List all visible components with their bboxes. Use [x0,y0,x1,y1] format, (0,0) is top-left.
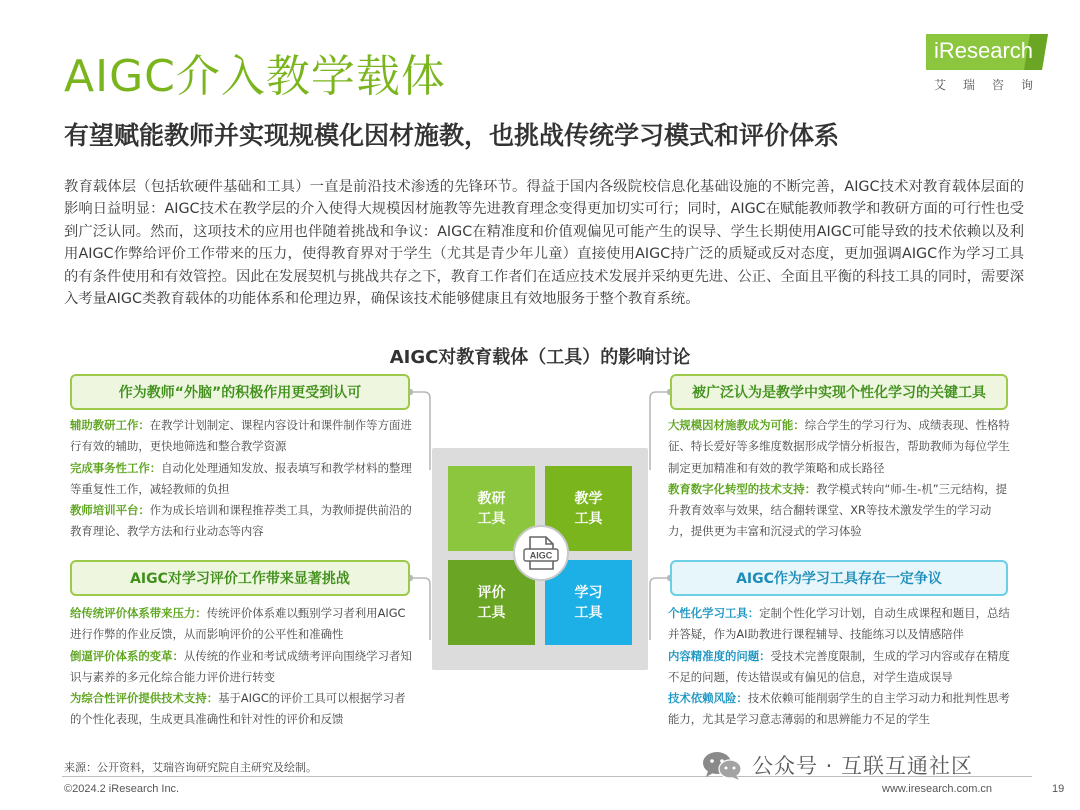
list-item: 为综合性评价提供技术支持：基于AIGC的评价工具可以根据学习者的个性化表现，生成更具准确性和针对性的评价和反馈 [70,691,406,727]
block-evaluation-tools [70,603,412,731]
quadrant-teaching-tool: 教学 工具 [545,466,632,551]
diagram-title: AIGC对教育载体（工具）的影响讨论 [389,347,691,368]
page-subtitle: 有望赋能教师并实现规模化因材施教，也挑战传统学习模式和评价体系 [64,121,840,150]
quadrant-learning-tool: 学习 工具 [545,560,632,645]
wechat-watermark [700,747,973,783]
list-item: 完成事务性工作：自动化处理通知发放、报表填写和教学材料的整理等重复性工作，减轻教师的负担 [70,460,412,496]
iresearch-logo [926,34,1051,94]
quadrant-evaluation-tool: 评价 工具 [448,560,535,645]
heading-teacher-brain: 作为教师“外脑”的积极作用更受到认可 [70,374,410,410]
logo-subtitle: 艾瑞咨询 [934,78,1051,92]
aigc-document-icon [515,527,567,579]
list-item: 倒逼评价体系的变革：从传统的作业和考试成绩考评向围绕学习者知识与素养的多元化综合能力评价进行转变 [70,648,412,684]
aigc-center-badge [513,525,569,581]
list-item: 教育数字化转型的技术支持：教学模式转向“师-生-机”三元结构，提升教育效率与效果，结合翻转课堂、XR等技术激发学生的学习动力，提供更为丰富和沉浸式的学习体验 [668,481,1007,539]
heading-learning-controversy: AIGC作为学习工具存在一定争议 [670,560,1008,596]
page-number: 19 [1052,783,1065,795]
list-item: 辅助教研工作：在教学计划制定、课程内容设计和课件制作等方面进行有效的辅助，更快地筛选和整合教学资源 [70,418,412,454]
block-learning-tools [668,603,1012,731]
page-title: AIGC介入教学载体 [64,51,446,102]
heading-personalized-learning: 被广泛认为是教学中实现个性化学习的关键工具 [670,374,1008,410]
wechat-icon [700,749,744,781]
intro-paragraph: 教育载体层（包括软硬件基础和工具）一直是前沿技术渗透的先锋环节。得益于国内各级院校信息化基础设施的不断完善，AIGC技术对教育载体层面的影响日益明显：AIGC技术在教学层的介入使得大规模因材施教等先进教育理念变得更加切实可行；同时，AIGC在赋能教师教学和教研方面的可行性也受到广泛认同。然而，这项技术的应用也伴随着挑战和争议：AIGC在精准度和价值观偏见可能产生的误导、学生长期使用AIGC可能导致的技术依赖以及利用AIGC作弊给评价工作带来的压力，使得教育界对于学生（尤其是青少年儿童）直接使用AIGC持广泛的质疑或反对态度，更加强调AIGC作为学习工具的有条件使用和有效管控。因此在发展契机与挑战共存之下，教育工作者们在适应技术发展并采纳更先进、公正、全面且平衡的科技工具的同时，需要深入考量AIGC类教育载体的功能体系和伦理边界，确保该技术能够健康且有效地服务于整个教育系统。 [64,179,1024,308]
quadrant-research-tool: 教研 工具 [448,466,535,551]
list-item: 教师培训平台：作为成长培训和课程推荐类工具，为教师提供前沿的教育理论、教学方法和行业动态等内容 [70,503,412,539]
website: www.iresearch.com.cn [882,783,993,795]
list-item: 大规模因材施教成为可能：综合学生的学习行为、成绩表现、性格特征、特长爱好等多维度数据形成学情分析报告，帮助教师为每位学生制定更加精准和有效的教学策略和成长路径 [668,418,1010,475]
logo-text: iResearch [934,38,1034,63]
block-teacher-tools [70,415,412,543]
block-teaching-tools [668,415,1012,543]
copyright: ©2024.2 iResearch Inc. [64,783,180,795]
aigc-center-label: AIGC [529,550,553,561]
list-item: 个性化学习工具：定制个性化学习计划，自动生成课程和题目，总结并答疑，作为AI助教进行课程辅导、技能练习以及情感陪伴 [668,606,1010,642]
watermark-text: 公众号 · 互联互通社区 [752,754,974,778]
list-item: 内容精准度的问题：受技术完善度限制，生成的学习内容或存在精度不足的问题，传达错误或有偏见的信息，对学生造成误导 [668,648,1010,684]
heading-evaluation-challenge: AIGC对学习评价工作带来显著挑战 [70,560,410,596]
list-item: 技术依赖风险：技术依赖可能削弱学生的自主学习动力和批判性思考能力，尤其是学习意志薄弱的和思辨能力不足的学生 [668,691,1010,727]
source-note: 来源：公开资料，艾瑞咨询研究院自主研究及绘制。 [64,761,317,774]
list-item: 给传统评价体系带来压力：传统评价体系难以甄别学习者利用AIGC进行作弊的作业反馈，从而影响评价的公平性和准确性 [70,606,406,642]
